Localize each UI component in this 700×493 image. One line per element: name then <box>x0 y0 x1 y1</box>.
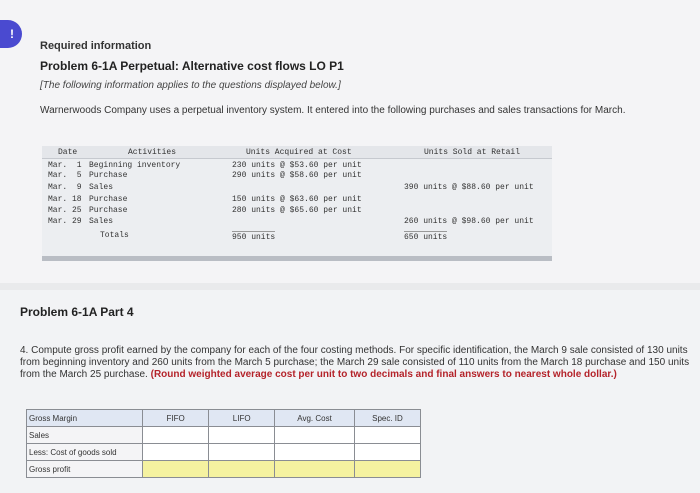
cogs-row-label: Less: Cost of goods sold <box>27 444 143 461</box>
table-row-acquired: 150 units @ $63.60 per unit <box>232 195 362 204</box>
note-text: [The following information applies to the questions displayed below.] <box>40 80 341 91</box>
table-row-sold: 260 units @ $98.60 per unit <box>404 217 534 226</box>
gross-margin-table <box>26 409 421 478</box>
question-body: 4. Compute gross profit earned by the company for each of the four costing methods. For specific identification, the March 9 sale consisted of 130 units from beginning inventory and 260 units from the March 5 purchase; the March 29 sale consisted of 110 units from the March 18 purchase and 150 units from the March 25 purchase. <box>20 345 690 380</box>
cogs-lifo-input[interactable] <box>209 444 275 461</box>
table-row-acquired: 230 units @ $53.60 per unit <box>232 161 362 170</box>
question-text <box>20 345 690 381</box>
col-activities-header: Activities <box>128 148 177 157</box>
sales-row-label: Sales <box>27 427 143 444</box>
gross-profit-spec-id-input[interactable] <box>354 461 420 478</box>
cogs-avg-cost-input[interactable] <box>275 444 355 461</box>
table-row-date: Mar. 18 <box>48 195 82 204</box>
alert-icon: ! <box>0 20 22 48</box>
totals-label: Totals <box>100 231 129 240</box>
table-row-date: Mar. 9 <box>48 183 82 192</box>
sales-fifo-input[interactable] <box>143 427 209 444</box>
table-row-date: Mar. 25 <box>48 206 82 215</box>
gross-margin-header: Gross Margin <box>27 410 143 427</box>
table-row-activity: Purchase <box>89 195 128 204</box>
part4-title: Problem 6-1A Part 4 <box>20 305 134 319</box>
table-row-date: Mar. 5 <box>48 171 82 180</box>
spec-id-header: Spec. ID <box>354 410 420 427</box>
table-row-date: Mar. 1 <box>48 161 82 170</box>
inventory-table <box>42 146 552 261</box>
sales-avg-cost-input[interactable] <box>275 427 355 444</box>
table-row-date: Mar. 29 <box>48 217 82 226</box>
lifo-header: LIFO <box>209 410 275 427</box>
required-information-label: Required information <box>40 40 152 52</box>
table-row-activity: Purchase <box>89 206 128 215</box>
gross-profit-fifo-input[interactable] <box>143 461 209 478</box>
table-row-activity: Beginning inventory <box>89 161 181 170</box>
table-row-activity: Purchase <box>89 171 128 180</box>
table-row-sold: 390 units @ $88.60 per unit <box>404 183 534 192</box>
sales-lifo-input[interactable] <box>209 427 275 444</box>
cogs-spec-id-input[interactable] <box>354 444 420 461</box>
table-row-acquired: 290 units @ $58.60 per unit <box>232 171 362 180</box>
totals-acquired: 950 units <box>232 233 276 242</box>
gross-profit-lifo-input[interactable] <box>209 461 275 478</box>
sales-spec-id-input[interactable] <box>354 427 420 444</box>
totals-sold: 650 units <box>404 233 448 242</box>
table-row-activity: Sales <box>89 217 114 226</box>
rounding-instruction: (Round weighted average cost per unit to two decimals and final answers to nearest whole dollar.) <box>150 369 617 380</box>
table-row-activity: Sales <box>89 183 114 192</box>
col-sold-header: Units Sold at Retail <box>424 148 521 157</box>
gross-profit-avg-cost-input[interactable] <box>275 461 355 478</box>
col-acquired-header: Units Acquired at Cost <box>246 148 352 157</box>
avg-cost-header: Avg. Cost <box>275 410 355 427</box>
table-row-acquired: 280 units @ $65.60 per unit <box>232 206 362 215</box>
intro-text: Warnerwoods Company uses a perpetual inventory system. It entered into the following purchases and sales transactions for March. <box>40 105 626 116</box>
cogs-fifo-input[interactable] <box>143 444 209 461</box>
fifo-header: FIFO <box>143 410 209 427</box>
gross-profit-row-label: Gross profit <box>27 461 143 478</box>
col-date-header: Date <box>58 148 78 157</box>
problem-title: Problem 6-1A Perpetual: Alternative cost flows LO P1 <box>40 59 344 73</box>
